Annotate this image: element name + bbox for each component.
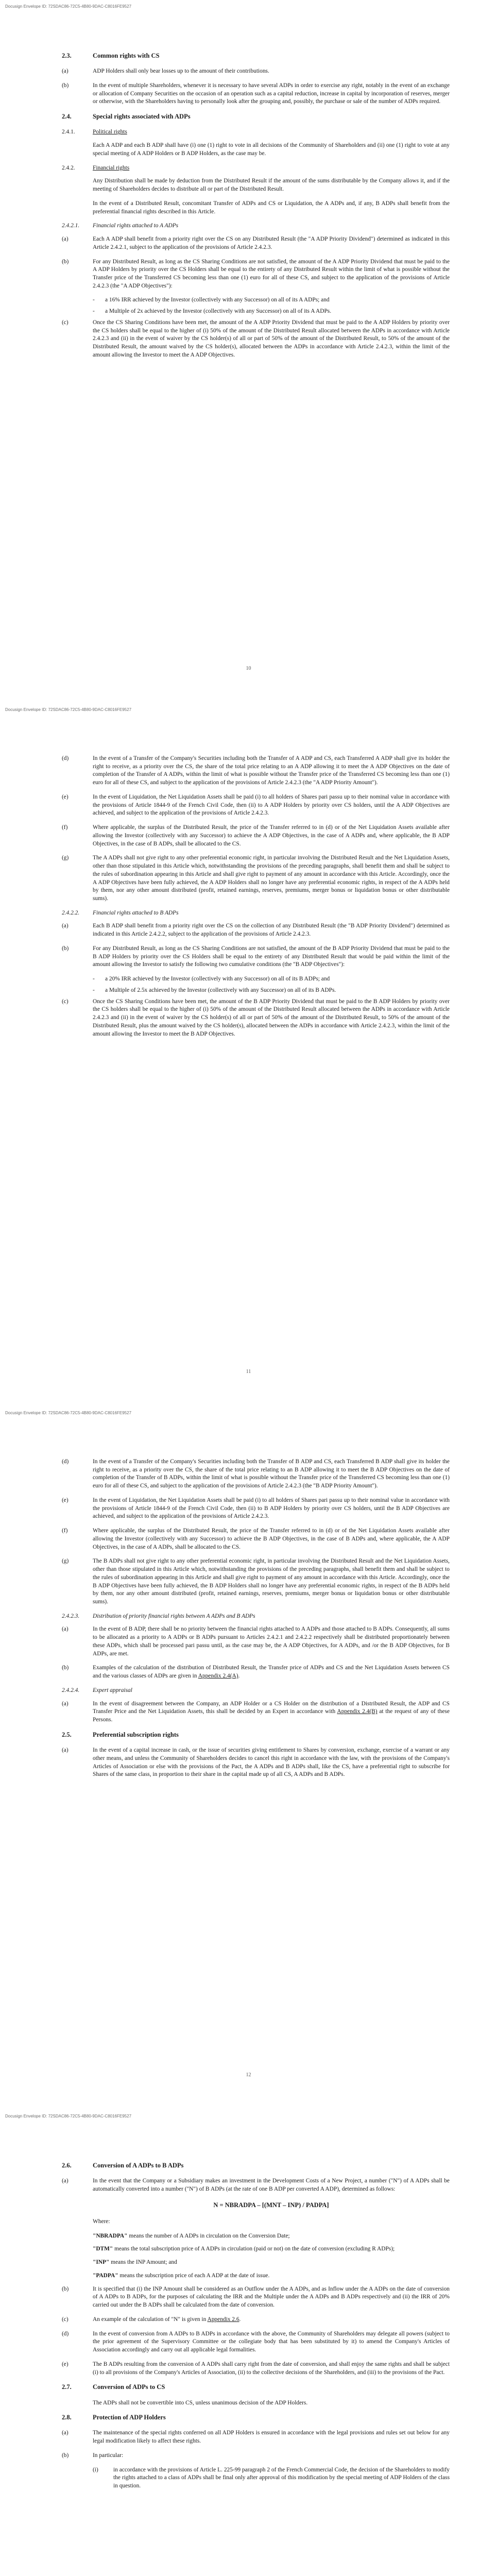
clause-text [93,2316,450,2324]
article-title: Financial rights attached to A ADPs [93,223,179,229]
subclause [93,2466,450,2490]
clause-body: Each B ADP shall benefit from a priority right over the CS on the collection of any Distributed Result (the "B ADP Priority Dividend") determined as indicated in this Article 2.4.2.2, subject to the application of the provisions of Article 2.4.2.3. [93,923,450,938]
article-number: 2.4.2.2. [62,909,80,916]
clause-label: (g) [62,855,69,861]
clause [62,1557,450,1606]
clause [62,82,450,106]
bullet-item [93,975,450,984]
clause [62,2177,450,2193]
bullet-item [93,987,450,995]
appendix-link[interactable]: Appendix 2.4(B) [337,1708,378,1715]
section-heading [62,2161,450,2170]
clause-label: (b) [62,945,69,952]
definition [93,2272,450,2280]
docusign-envelope-id: Docusign Envelope ID: 72SDAC86-72C5-4B80-9DAC-C8016FE9527 [5,4,132,9]
clause-body: In the event of disagreement between the Company, an ADP Holder or a CS Holder on the distribution of a Distributed Result, the ADP and CS Transfer Price and the Net Liquidation Assets, this shall be decided by an Expert in accordance with [93,1700,450,1715]
bullet-text: a 16% IRR achieved by the Investor (collectively with any Successor) on all of its A ADPs; and [105,297,330,303]
clause-text [93,2452,450,2460]
bullet-mark: - [93,308,95,315]
clause-label: (a) [62,1747,68,1754]
clause [62,1664,450,1680]
clause-label: (a) [62,923,68,929]
clause-text [93,1625,450,1658]
clause-body: The A ADPs shall not give right to any other preferential economic right, in particular involving the Distributed Result and the Net Liquidation Assets, other than those stipulated in this Article which, notwithstanding the provisions of the preceding paragraphs, shall benefit them and shall be subject to the rules of subordination appearing in this Article and shall give right to payment of any amount in accordance with this Article. Accordingly, once the A ADP Objectives have been fully achieved, the A ADP Holders shall no longer have any preferential economic rights, in respect of the A ADPs held by them, nor any other amount distributed (profit, retained earnings, reserves, premiums, merger bonus or liquidation bonus or other distributable sums). [93,855,450,902]
page [0,1406,497,2110]
clause [62,945,450,969]
clause-label: (a) [62,68,68,75]
clause-text [93,82,450,106]
clause [62,1700,450,1724]
definition [93,2245,450,2253]
bullet-text: a Multiple of 2.5x achieved by the Investor (collectively with any Successor) on all of its B ADPs. [105,987,336,993]
paragraph: Where: [93,2218,110,2225]
clause-label: (d) [62,1459,69,1465]
clause-body: In the event of conversion from A ADPs to B ADPs in accordance with the above, the Community of Shareholders may delegate all powers (subject to the prior agreement of the Supervisory Committee or the collegiate body that has been substituted by it) to amend the Company's Articles of Association accordingly and carry out all applicable legal formalities. [93,2330,450,2353]
appendix-link[interactable]: Appendix 2.4(A) [198,1673,238,1680]
clause-body: In the event of multiple Shareholders, whenever it is necessary to have several ADPs in order to exercise any right, notably in the event of an exchange or allocation of Company Securities on the occasion of an operation such as a capital reduction, increase in capital by incorporation of reserves, merger or otherwise, with the Shareholders having to personally look after the grouping and, possibly, the purchase or sale of the number of ADPs required. [93,82,450,105]
docusign-envelope-id: Docusign Envelope ID: 72SDAC86-72C5-4B80-9DAC-C8016FE9527 [5,2114,132,2119]
clause-text [93,67,450,76]
clause-text [93,319,450,360]
clause-text [93,2330,450,2354]
definition-term: "DTM" [93,2246,113,2252]
clause-label: (b) [62,2285,69,2292]
page-number: 12 [246,2072,251,2078]
clause-body: It is specified that (i) the INP Amount shall be considered as an Outflow under the A ADPs, and as Inflow under the A ADPs on the date of conversion of A ADPs to B ADPs, for the purposes of calculating the IRR and the Multiple under the A ADPs and B ADPs respectively and (ii) the IRR of 20% carried out under the B ADPs shall be calculated from the date of conversion. [93,2285,450,2309]
clause-text [93,755,450,787]
clause [62,319,450,360]
clause-tail: at the request of any of these Persons. [93,1708,450,1723]
docusign-envelope-id: Docusign Envelope ID: 72SDAC86-72C5-4B80-9DAC-C8016FE9527 [5,707,132,712]
definition-term: "PADPA" [93,2272,118,2279]
section-heading [62,2413,450,2422]
clause-body: In the event that the Company or a Subsidiary makes an investment in the Development Costs of a New Project, a number ("N") of A ADPs shall be automatically converted into a number ("N") of B ADPs (at the rate of one B ADP per converted A ADP), determined as follows: [93,2178,450,2192]
clause [62,755,450,787]
formula: N = NBRADPA – [(MNT – INP) / PADPA] [213,2201,329,2209]
clause-body: In particular: [93,2452,124,2459]
clause [62,2361,450,2377]
clause-body: Examples of the calculation of the distribution of Distributed Result, the Transfer price of ADPs and CS and the Net Liquidation Assets between CS and the various classes of ADPs are given in [93,1665,450,1680]
clause-body: Where applicable, the surplus of the Distributed Result, the price of the Transfer referred to in (d) or of the Net Liquidation Assets available after allowing the Investor (collectively with any Successor) to achieve the A ADP Objectives, in the case of A ADPs and, where applicable, the B ADP Objectives, in the case of B ADPs, shall be allocated to the CS. [93,824,450,847]
clause-body: Once the CS Sharing Conditions have been met, the amount of the A ADP Priority Dividend that must be paid to the A ADP Holders by priority over the CS holders shall be equal to the higher of (i) 50% of the amount of the Distributed Result allocated between the ADPs in accordance with Article 2.4.2.3 and (ii) in the event of waiver by the CS holder(s) of all or part of 50% of the amount of the Distributed Result, to 50% of the amount of the Distributed Result, the amount waived by the CS holder(s), allocated between the ADPs in accordance with Article 2.4.2.3, within the limit of the amount allowing the Investor to meet the A ADP Objectives. [93,319,450,358]
clause-label: (e) [62,1497,68,1503]
page [0,2110,497,2576]
clause-text [93,235,450,251]
section-title: Protection of ADP Holders [93,2414,166,2421]
clause [62,1625,450,1658]
clause-label: (c) [62,319,68,326]
section-title: Preferential subscription rights [93,1731,179,1738]
page [0,703,497,1406]
clause [62,998,450,1039]
clause-text [93,793,450,818]
clause-body: The B ADPs resulting from the conversion of A ADPs shall carry right from the date of conversion, and shall enjoy the same rights and shall be subject (i) to all provisions of the Company's Articles of Association, (ii) to the collective decisions of the Shareholders, and (iii) to the provisions of the Pact. [93,2361,450,2376]
clause-body: For any Distributed Result, as long as the CS Sharing Conditions are not satisfied, the amount of the A ADP Priority Dividend that must be paid to the A ADP Holders by priority over the CS Holders shall be equal to the entirety of any Distributed Result within the limit of what is possible without the Transfer price of the Transferred CS becoming less than one (1) euro for all of these CS, and subject to the application of the provisions of Article 2.4.2.3 (the "A ADP Objectives"): [93,258,450,289]
subsection-heading [62,164,450,173]
bullet-item [93,308,450,316]
clause-text [93,1700,450,1724]
page-number: 11 [246,1369,251,1375]
clause-text [93,1557,450,1606]
section-heading [62,1731,450,1739]
section-number: 2.8. [62,2414,72,2421]
clause-label: (c) [62,998,68,1005]
clause-label: (a) [62,2430,68,2436]
article-heading [62,1687,450,1695]
article-title: Financial rights attached to B ADPs [93,909,179,916]
clause-label: (d) [62,755,69,761]
subsection-title: Financial rights [93,164,130,171]
clause-label: (f) [62,1528,68,1534]
section-title: Conversion of A ADPs to B ADPs [93,2162,184,2169]
clause-tail: . [238,1673,240,1680]
clause-text [93,1664,450,1680]
subsection-number: 2.4.1. [62,129,75,135]
page-content [62,703,450,1038]
page-content [62,2110,450,2490]
clause-text [93,854,450,903]
definition [93,2259,450,2267]
clause [62,2429,450,2445]
page-content [62,0,450,360]
section-number: 2.3. [62,52,72,59]
clause-label: (b) [62,1665,69,1671]
paragraph: Any Distribution shall be made by deduction from the Distributed Result if the amount of the sums distributable by the Company allows it, and if the meeting of Shareholders decides to distribute all or part of the Distributed Result. [93,178,450,193]
clause [62,2316,450,2324]
subsection-heading [62,128,450,137]
section-title: Conversion of ADPs to CS [93,2383,165,2391]
article-title: Expert appraisal [93,1687,132,1693]
clause-tail: . [239,2316,241,2323]
clause-label: (d) [62,2330,69,2337]
clause [62,854,450,903]
clause-text [93,258,450,291]
clause-text [93,2361,450,2377]
appendix-link[interactable]: Appendix 2.6 [207,2316,239,2323]
paragraph: The ADPs shall not be convertible into CS, unless unanimous decision of the ADP Holders. [93,2399,308,2406]
definition-text: means the total subscription price of A ADPs in circulation (paid or not) on the date of conversion (excluding R ADPs); [113,2246,395,2252]
clause-label: (a) [62,2178,68,2184]
page [0,0,497,703]
clause-label: (e) [62,2361,68,2367]
clause-text [93,945,450,969]
section-heading [62,52,450,60]
clause [62,793,450,818]
clause [62,2452,450,2460]
section-heading [62,112,450,121]
definition [93,2232,450,2241]
bullet-mark: - [93,976,95,982]
article-heading [62,222,450,230]
definition-term: "NBRADPA" [93,2232,128,2239]
clause [62,1497,450,1521]
clause-body: In the event of B ADP, there shall be no priority between the financial rights attached to A ADPs and those attached to B ADPs. Consequently, all sums to be allocated as a priority to A ADPs or B ADPs pursuant to Articles 2.4.2.1 and 2.4.2.2 respectively shall be distributed proportionately between these ADPs, which shall be processed pari passu until, as the case may be, the A ADP Objectives, for A ADPs, and /or the B ADP Objectives, for B ADPs, are met. [93,1626,450,1657]
clause [62,67,450,76]
clause-label: (b) [62,258,69,265]
clause-body: Each A ADP shall benefit from a priority right over the CS on any Distributed Result (the "A ADP Priority Dividend") determined as indicated in this Article 2.4.2.1, subject to the application of the provisions of Article 2.4.2.3. [93,236,450,250]
clause-body: In the event of a Transfer of the Company's Securities including both the Transfer of A ADP and CS, each Transferred A ADP shall give its holder the right to receive, as a priority over the CS, the share of the total price relating to an A ADP allowing it to meet the A ADP Objectives on the date of completion of the Transfer of A ADPs, within the limit of what is possible without the Transfer price of the Transferred CS becoming less than one (1) euro for all of these CS, and subject to the application of the provisions of Article 2.4.2.3 (the "A ADP Priority Amount"). [93,755,450,786]
bullet-mark: - [93,297,95,303]
clause [62,922,450,938]
clause-text [93,1747,450,1779]
clause-label: (c) [62,2316,68,2323]
section-number: 2.5. [62,1731,72,1738]
bullet-text: a 20% IRR achieved by the Investor (collectively with any Successor) on all of its B ADPs; and [105,976,330,982]
clause-body: Once the CS Sharing Conditions have been met, the amount of the B ADP Priority Dividend that must be paid to the B ADP Holders by priority over the CS holders shall be equal to the higher of (i) 50% of the amount of the Distributed Result allocated between the ADPs in accordance with Article 2.4.2.3 and (ii) in the event of waiver by the CS holder(s) of all or part of 50% of the amount of the Distributed Result, to 50% of the amount of the Distributed Result, plus the amount waived by the CS holder(s), allocated between the ADPs in accordance with Article 2.4.2.3, within the limit of the amount allowing the Investor to meet the B ADP Objectives. [93,998,450,1037]
definition-text: means the INP Amount; and [109,2259,177,2266]
definition-text: means the subscription price of each A ADP at the date of issue. [118,2272,270,2279]
clause-text [93,2285,450,2310]
clause-label: (a) [62,1700,68,1707]
article-heading [62,1613,450,1621]
section-title: Common rights with CS [93,52,160,59]
clause-label: (f) [62,824,68,831]
clause-text [93,1497,450,1521]
clause [62,2285,450,2310]
clause [62,2330,450,2354]
clause-label: (a) [62,236,68,243]
clause [62,824,450,848]
section-number: 2.6. [62,2162,72,2169]
paragraph: Each A ADP and each B ADP shall have (i) one (1) right to vote in all decisions of the Community of Shareholders and (ii) one (1) right to vote at any special meeting of A ADP Holders or B ADP Holders, as the case may be. [93,142,450,157]
section-heading [62,2383,450,2392]
clause-text [93,998,450,1039]
clause [62,235,450,251]
page-content [62,1406,450,1779]
subsection-number: 2.4.2. [62,164,75,171]
subclause-label: (i) [93,2466,98,2473]
article-number: 2.4.2.1. [62,223,80,229]
bullet-mark: - [93,987,95,993]
clause-body: In the event of a Transfer of the Company's Securities including both the Transfer of B ADP and CS, each Transferred B ADP shall give its holder the right to receive, as a priority over the CS, the share of the total price relating to an B ADP allowing it to meet the B ADP Objectives on the date of completion of the Transfer of B ADPs, within the limit of what is possible without the Transfer price of the Transferred CS becoming less than one (1) euro for all of these CS, and subject to the application of the provisions of Article 2.4.2.3 (the "B ADP Priority Amount"). [93,1459,450,1489]
clause [62,1527,450,1551]
clause-label: (g) [62,1558,69,1565]
clause-body: An example of the calculation of "N" is given in [93,2316,207,2323]
clause-text [93,2177,450,2193]
bullet-text: a Multiple of 2x achieved by the Investor (collectively with any Successor) on all of its A ADPs. [105,308,332,315]
docusign-envelope-id: Docusign Envelope ID: 72SDAC86-72C5-4B80-9DAC-C8016FE9527 [5,1411,132,1415]
clause-text [93,2429,450,2445]
clause [62,1747,450,1779]
clause-body: In the event of a capital increase in cash, or the issue of securities giving entitlement to Shares by conversion, exchange, exercise of a warrant or any other means, and unless the Community of Shareholders decides to cancel this right in accordance with the law, with the provisions of the Company's Articles of Association or else with the provisions of the Pact, the A ADPs and B ADPs shall, like the CS, have a preferential right to subscribe for Shares of the same class, in proportion to their share in the capital made up of all CS, A ADPs and B ADPs. [93,1747,450,1778]
bullet-item [93,296,450,304]
clause-label: (e) [62,793,68,800]
article-number: 2.4.2.3. [62,1613,80,1619]
clause-label: (a) [62,1626,68,1633]
clause-body: ADP Holders shall only bear losses up to the amount of their contributions. [93,68,269,75]
section-title: Special rights associated with ADPs [93,113,191,121]
page-number: 10 [246,666,251,671]
clause [62,1458,450,1490]
clause [62,258,450,291]
clause-text [93,922,450,938]
article-title: Distribution of priority financial rights between A ADPs and B ADPs [93,1613,255,1619]
clause-body: The maintenance of the special rights conferred on all ADP Holders is ensured in accordance with the legal provisions and rules set out below for any legal modification likely to affect these rights. [93,2430,450,2445]
clause-body: The B ADPs shall not give right to any other preferential economic right, in particular involving the Distributed Result and the Net Liquidation Assets, other than those stipulated in this Article which, notwithstanding the provisions of the preceding paragraphs, shall benefit them and shall be subject to the rules of subordination appearing in this Article and shall give right to payment of any amount in accordance with this Article. Accordingly, once the B ADP Objectives have been fully achieved, the B ADP Holders shall no longer have any preferential economic rights, in respect of the B ADPs held by them, nor any other amount distributed (profit, retained earnings, reserves, premiums, merger bonus or liquidation bonus or other distributable sums). [93,1558,450,1605]
clause-body: For any Distributed Result, as long as the CS Sharing Conditions are not satisfied, the amount of the B ADP Priority Dividend that must be paid to the B ADP Holders by priority over the CS Holders shall be equal to the entirety of any Distributed Result that would be paid within the limit of the amount allowing the Investor to satisfy the following two cumulative conditions (the "B ADP Objectives"): [93,945,450,968]
definition-text: means the number of A ADPs in circulation on the Conversion Date; [127,2232,290,2239]
article-heading [62,909,450,918]
section-number: 2.4. [62,113,72,121]
clause-text [93,1458,450,1490]
subsection-title: Political rights [93,129,127,135]
clause-text [93,824,450,848]
clause-body: Where applicable, the surplus of the Distributed Result, the price of the Transfer referred to in (d) or of the Net Liquidation Assets available after allowing the Investor (collectively with any Successor) to achieve the B ADP Objectives, in the case of B ADPs and, where applicable, the A ADP Objectives, in the case of A ADPs, shall be allocated to the CS. [93,1528,450,1550]
subclause-text: in accordance with the provisions of Article L. 225-99 paragraph 2 of the French Commercial Code, the decision of the Shareholders to modify the rights attached to a class of ADPs shall be final only after approval of this modification by the special meeting of ADP Holders of the class in question. [113,2466,450,2489]
article-number: 2.4.2.4. [62,1687,80,1693]
clause-text [93,1527,450,1551]
clause-label: (b) [62,82,69,89]
clause-label: (b) [62,2452,69,2459]
section-number: 2.7. [62,2383,72,2391]
clause-body: In the event of Liquidation, the Net Liquidation Assets shall be paid (i) to all holders of Shares pari passu up to their nominal value in accordance with the provisions of Article 1844-9 of the French Civil Code, then (ii) to A ADP Holders by priority over CS holders, until the A ADP Objectives are achieved, and subject to the application of the provisions of Article 2.4.2.3. [93,793,450,817]
clause-body: In the event of Liquidation, the Net Liquidation Assets shall be paid (i) to all holders of Shares pari passu up to their nominal value in accordance with the provisions of Article 1844-9 of the French Civil Code, then (ii) to B ADP Holders by priority over CS holders, until the B ADP Objectives are achieved, and subject to the application of the provisions of Article 2.4.2.3. [93,1497,450,1520]
definition-term: "INP" [93,2259,110,2266]
paragraph: In the event of a Distributed Result, concomitant Transfer of ADPs and CS or Liquidation, the A ADPs and, if any, B ADPs shall benefit from the preferential financial rights described in this Article. [93,200,450,215]
